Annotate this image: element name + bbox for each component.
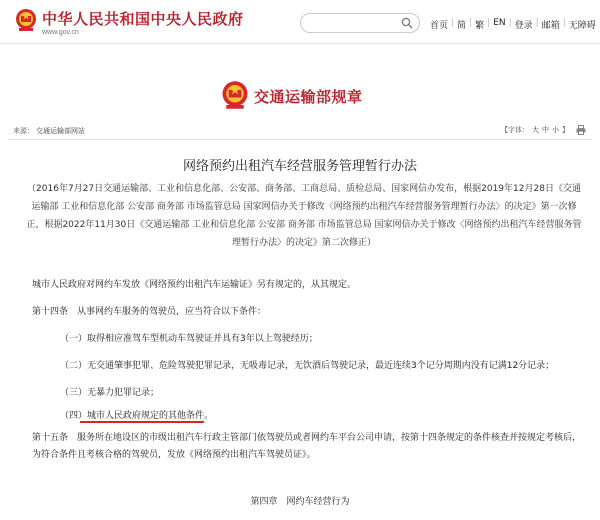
chapter-heading: 第四章 网约车经营行为: [250, 497, 350, 507]
nav-separator: |: [508, 18, 512, 28]
site-title[interactable]: 中华人民共和国中央人民政府: [42, 10, 244, 28]
nav-separator: |: [535, 18, 539, 28]
font-size-large[interactable]: 大: [532, 126, 539, 134]
condition-item: （三）无暴力犯罪记录；: [60, 388, 160, 398]
breadcrumb: [8, 122, 592, 140]
nav-separator: |: [562, 18, 566, 28]
search-input[interactable]: [300, 13, 420, 33]
font-size-label: 【字体：: [501, 126, 529, 134]
nav-accessibility[interactable]: 无障碍: [568, 21, 596, 31]
highlight-underline: [80, 421, 204, 423]
nav-mail[interactable]: 邮箱: [541, 21, 560, 31]
font-size-medium[interactable]: 中: [542, 126, 549, 134]
article-15-paragraph: 第十五条 服务所在地设区的市级出租汽车行政主管部门依驾驶员或者网约车平台公司申请，按第十四条规定的条件核查并按规定考核后，为符合条件且考核合格的驾驶员，发放《网络预约出租汽车驾驶员证》。: [32, 433, 582, 460]
national-emblem-icon[interactable]: [15, 8, 37, 32]
font-size-control: [501, 125, 586, 135]
site-header: [0, 0, 600, 44]
nav-traditional[interactable]: 繁: [475, 21, 485, 31]
search-icon[interactable]: [401, 17, 413, 29]
print-icon[interactable]: [576, 125, 586, 135]
condition-item: （四）城市人民政府规定的其他条件。: [60, 411, 214, 421]
nav-english[interactable]: EN: [493, 18, 506, 28]
section-title[interactable]: 交通运输部规章: [254, 88, 363, 106]
article-14-heading: 第十四条 从事网约车服务的驾驶员，应当符合以下条件：: [32, 307, 267, 317]
condition-item: （二）无交通肇事犯罪、危险驾驶犯罪记录，无吸毒记录，无饮酒后驾驶记录，最近连续3个记分周期内没有记满12分记录；: [60, 361, 555, 371]
section-banner: [0, 72, 600, 112]
document-title: 网络预约出租汽车经营服务管理暂行办法: [182, 159, 417, 174]
top-nav: [430, 18, 596, 31]
nav-login[interactable]: 登录: [514, 21, 533, 31]
nav-simplified[interactable]: 简: [457, 21, 467, 31]
font-size-label-close: 】: [562, 126, 569, 134]
condition-item: （一）取得相应准驾车型机动车驾驶证并具有3年以上驾驶经历；: [60, 334, 318, 344]
nav-separator: |: [451, 18, 455, 28]
breadcrumb-prefix: 来源：: [13, 127, 34, 135]
breadcrumb-source-link[interactable]: 交通运输部网站: [36, 127, 85, 135]
paragraph: 城市人民政府对网约车发放《网络预约出租汽车运输证》另有规定的，从其规定。: [32, 280, 357, 290]
font-size-small[interactable]: 小: [552, 126, 559, 134]
nav-home[interactable]: 首页: [430, 21, 449, 31]
nav-separator: |: [487, 18, 491, 28]
site-url: www.gov.cn: [42, 29, 79, 36]
document-preamble: （2016年7月27日交通运输部、工业和信息化部、公安部、商务部、工商总局、质检总局、国家网信办发布，根据2019年12月28日《交通运输部 工业和信息化部 公安部 商务部 市场监管总局 国家网信办关于修改〈网络预约出租汽车经营服务管理暂行办法〉的决定》第一次修正，根据2022年11月30日《交通运输部 工业和信息化部 公安部 商务部 市场监管总局 国家网信办关于修改〈网络预约出租汽车经营服务管理暂行办法〉的决定》第二次修正）: [26, 184, 582, 248]
national-emblem-icon: [221, 80, 249, 110]
nav-separator: |: [469, 18, 473, 28]
